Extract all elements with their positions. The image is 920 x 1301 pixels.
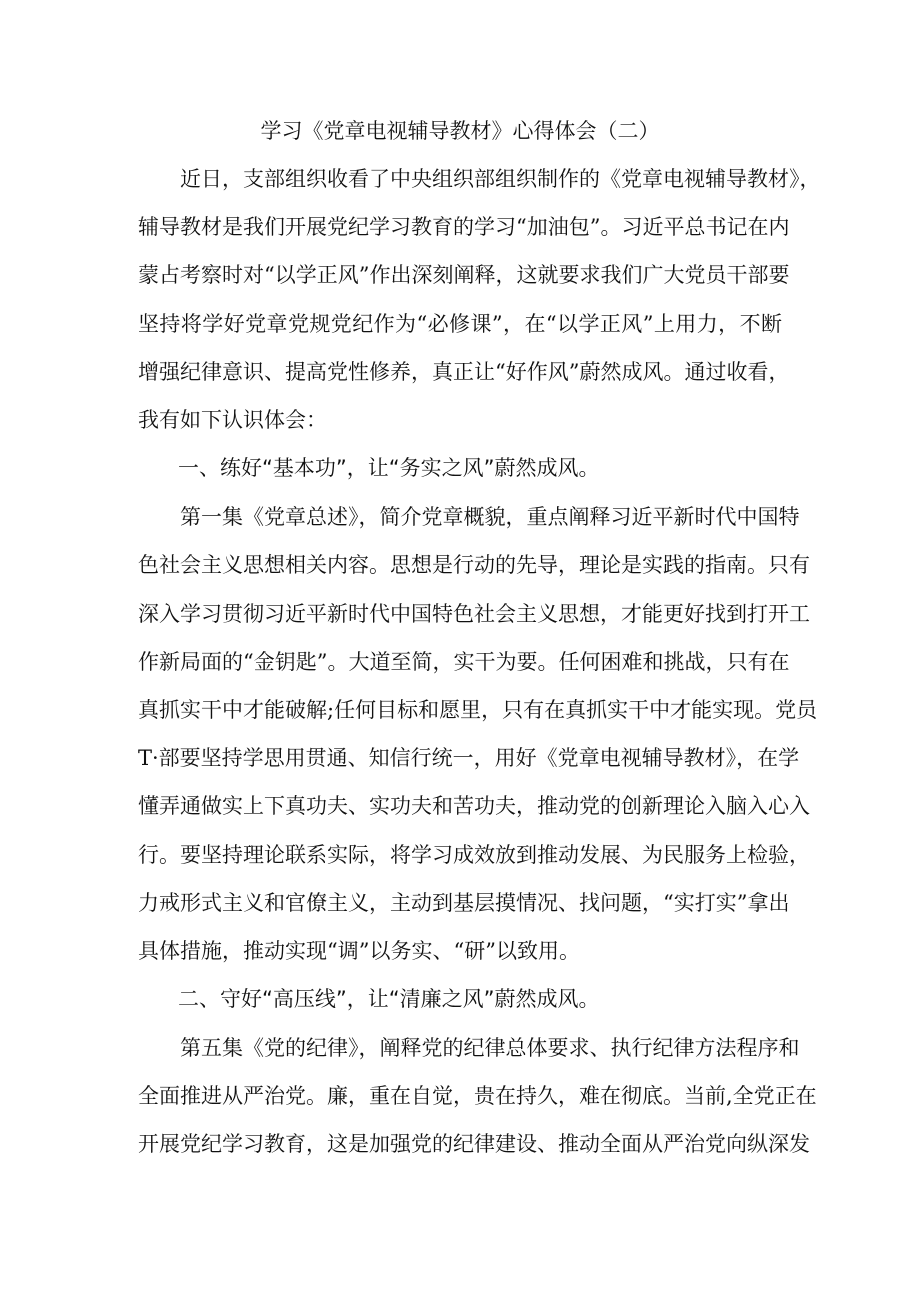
section-2-line-2: 全面推进从严治党。廉，重在自觉，贵在持久，难在彻底。当前,全党正在 [138, 1084, 817, 1108]
section-heading-1: 一、练好“基本功”，让“务实之风”蔚然成风。 [178, 456, 600, 480]
section-1-line-5: 真抓实干中才能破解;任何目标和愿里，只有在真抓实干中才能实现。党员 [138, 698, 818, 722]
intro-line-2: 辅导教材是我们开展党纪学习教育的学习“加油包”。习近平总书记在内 [138, 215, 790, 239]
section-1-line-8: 行。要坚持理论联系实际，将学习成效放到推动发展、为民服务上检验， [138, 843, 810, 867]
section-1-line-10: 具体措施，推动实现“调”以务实、“研”以致用。 [138, 939, 580, 963]
section-1-line-9: 力戒形式主义和官僚主义，主动到基层摸情况、找问题，“实打实”拿出 [138, 891, 790, 915]
section-1-line-4: 作新局面的“金钥匙”。大道至简，实干为要。任何困难和挑战，只有在 [138, 650, 790, 674]
document-title: 学习《党章电视辅导教材》心得体会（二） [260, 119, 660, 143]
intro-line-5: 增强纪律意识、提高党性修养，真正让“好作风”蔚然成风。通过收看， [138, 360, 790, 384]
intro-line-1: 近日，支部组织收看了中央组织部组织制作的《党章电视辅导教材》， [180, 167, 821, 191]
section-2-line-1: 第五集《党的纪律》，阐释党的纪律总体要求、执行纪律方法程序和 [180, 1036, 800, 1060]
intro-line-6: 我有如下认识体会： [138, 408, 327, 432]
intro-line-4: 坚持将学好党章党规党纪作为“必修课”，在“以学正风”上用力，不断 [138, 312, 782, 336]
intro-line-3: 蒙占考察时对“以学正风”作出深刻阐释，这就要求我们广大党员干部要 [138, 263, 790, 287]
section-2-line-3: 开展党纪学习教育，这是加强党的纪律建设、推动全面从严治党向纵深发 [138, 1132, 810, 1156]
section-1-line-3: 深入学习贯彻习近平新时代中国特色社会主义思想，才能更好找到打开工 [138, 602, 810, 626]
section-1-line-7: 懂弄通做实上下真功夫、实功夫和苦功夫，推动党的创新理论入脑入心入 [138, 794, 810, 818]
section-1-line-1: 第一集《党章总述》，简介党章概貌，重点阐释习近平新时代中国特 [180, 505, 800, 529]
section-1-line-2: 色社会主义思想相关内容。思想是行动的先导，理论是实践的指南。只有 [138, 553, 810, 577]
section-1-line-6: T·部要坚持学思用贯通、知信行统一，用好《党章电视辅导教材》，在学 [138, 746, 800, 770]
section-heading-2: 二、守好“高压线”，让“清廉之风”蔚然成风。 [178, 987, 600, 1011]
